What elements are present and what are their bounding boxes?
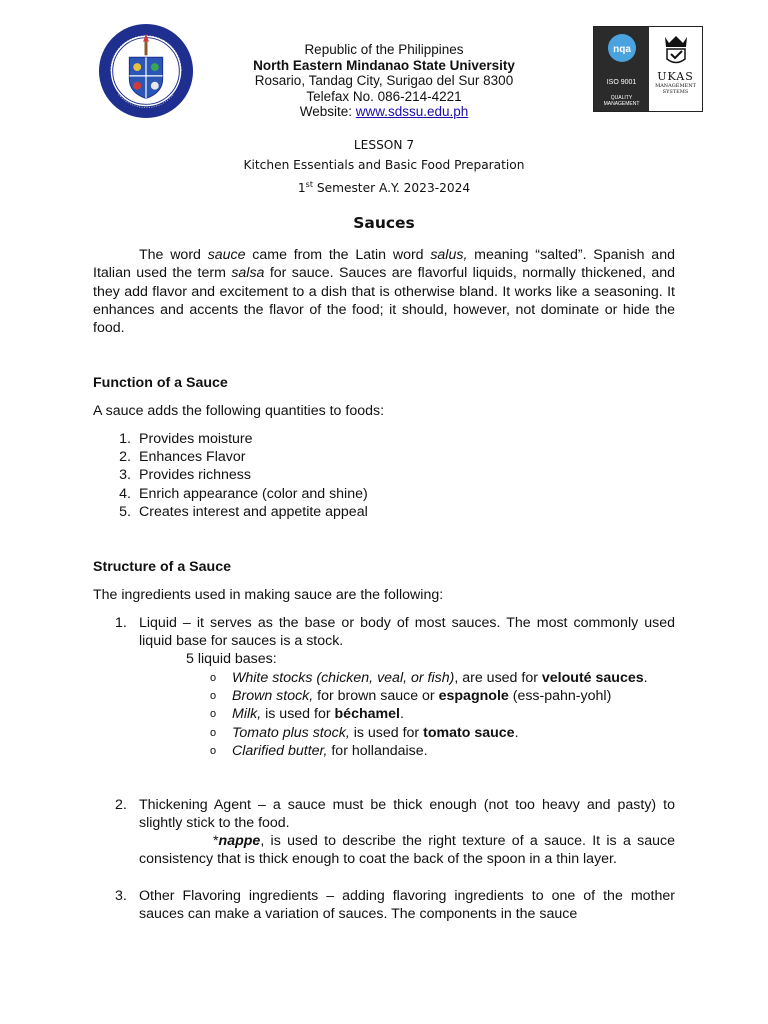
item-text: Provides richness [139,467,251,484]
website-line [214,104,554,120]
list-item: o Milk, is used for béchamel. [210,706,404,723]
website-link[interactable]: www.sdssu.edu.ph [355,104,469,119]
nappe-definition: *nappe, is used to describe the right texture of a sauce. It is a sauce consistency that is thick enough to coat the back of the spoon in a thin layer. [139,833,675,868]
structure-item-thickening [93,796,675,833]
item-text: Creates interest and appetite appeal [139,503,368,520]
liquid-bases-label: 5 liquid bases: [186,651,277,667]
list-item: o Clarified butter, for hollandaise. [210,742,428,759]
function-lead: A sauce adds the following quantities to foods: [93,403,385,419]
nqa-badge-icon [607,33,637,63]
item-number: 3. [115,888,127,904]
semester-suffix: st [305,180,313,189]
course-name: Kitchen Essentials and Basic Food Preparation [243,157,525,172]
function-list-item [93,485,368,503]
list-item: o White stocks (chicken, veal, or fish), are used for velouté sauces. [210,670,648,686]
website-label: Website: [299,104,356,119]
nqa-iso-logo [594,27,649,111]
item-number: 2. [119,449,131,466]
structure-lead: The ingredients used in making sauce are the following: [93,587,444,603]
crown-tick-icon [659,33,693,67]
liquid-bases-list [210,669,676,760]
item-text: Liquid – it serves as the base or body of most sauces. The most commonly used liquid base for sauces is a stock. [139,615,675,650]
item-number: 2. [115,797,127,813]
item-number: 1. [119,431,131,447]
university-name: North Eastern Mindanao State University [253,57,515,73]
ukas-logo [649,27,702,111]
lesson-number: LESSON 7 [353,138,415,152]
function-list-item [93,448,368,466]
iso-label: ISO 9001 [606,79,637,86]
list-item: o Tomato plus stock, is used for tomato sauce. [210,724,519,741]
function-list-item [93,430,368,448]
ukas-text: UKAS [657,70,694,83]
qm-label: QUALITY MANAGEMENT [603,95,640,107]
structure-item-liquid [93,614,675,651]
list-item: o Brown stock, for brown sauce or espagnole (ess-pahn-yohl) [210,688,612,705]
item-text: Enrich appearance (color and shine) [139,485,368,502]
item-number: 1. [115,615,127,631]
item-text: Provides moisture [139,431,253,447]
function-list [93,430,368,521]
lesson-header [0,136,768,199]
item-text: Enhances Flavor [139,449,246,466]
structure-heading: Structure of a Sauce [93,559,231,575]
function-list-item [93,503,368,521]
certification-logo [593,26,703,112]
ukas-sub-text: MANAGEMENT SYSTEMS [655,83,696,95]
item-number: 3. [119,467,131,484]
svg-text:nqa: nqa [612,44,631,55]
letterhead [214,42,554,120]
telefax-line: Telefax No. 086-214-4221 [306,88,462,104]
university-seal-logo [97,22,195,120]
semester-line [0,175,768,199]
item-text: Other Flavoring ingredients – adding flavoring ingredients to one of the mother sauces can make a variation of sauces. The components in the sauce [139,888,675,923]
structure-item-flavoring [93,887,675,924]
page-title: Sauces [353,214,415,232]
function-list-item [93,466,368,484]
semester-number: 1 [297,181,306,196]
item-number: 5. [119,503,131,520]
republic-line: Republic of the Philippines [304,42,464,57]
intro-paragraph: The word sauce came from the Latin word salus, meaning “salted”. Spanish and Italian used the term salsa for sauce. Sauces are flavorful liquids, normally thickened, and they add flavor and excitement to a dish that is otherwise bland. It works like a seasoning. It enhances and accents the flavor of the food; it should, however, not dominate or hide the food. [93,247,675,337]
function-heading: Function of a Sauce [93,375,228,391]
semester-text: Semester A.Y. 2023-2024 [312,181,471,196]
item-number: 4. [119,485,131,502]
item-text: Thickening Agent – a sauce must be thick enough (not too heavy and pasty) to slightly stick to the food. [139,797,675,832]
address-line: Rosario, Tandag City, Surigao del Sur 8300 [254,73,514,88]
